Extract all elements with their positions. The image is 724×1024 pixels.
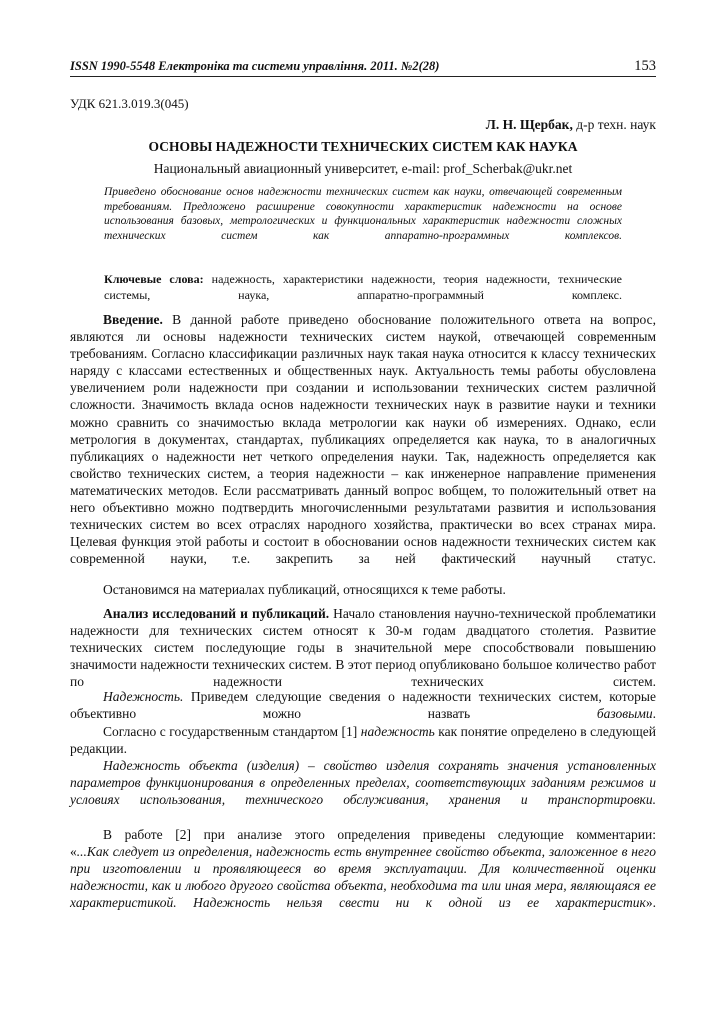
reliability-paragraph (70, 688, 656, 722)
gost-text-end: как понятие определено в следующей редакции. (70, 724, 657, 757)
intro-text: В данной работе приведено обоснование положительного ответа на вопрос, являются ли основы надежности технических систем наукой, отвечающей современным требованиям. Согласно классификации различных наук такая наука относится к классу технических наряду с классами естественных и общественных наук. Актуальность темы работы обусловлена увеличением роли надежности при создании и использовании технических систем различной сложности. Значимость вклада основ надежности технических наук в развитие науки и техники можно сравнить со значимостью вклада метрологии как науки об измерениях. Однако, если метрология в документах, стандартах, публикациях определяется как наука, то в аналогичных публикациях о надежности нет четкого определения науки. Так, надежность определяется как свойство технических систем, а теория надежности – как инженерное направление применения математических методов. Если рассматривать данный вопрос вобщем, то положительный ответ на него объективно можно подтвердить многочисленными результатами развития и использования технических систем во всех отраслях народного хозяйства, практически во всех странах мира. Целевая функция этой работы и состоит в обосновании основ надежности технических систем как современной науки, т.е. закрепить за ней фактический научный статус. (70, 312, 656, 567)
quote-paragraph (70, 843, 656, 911)
keywords (104, 272, 622, 303)
keywords-text: надежность, характеристики надежности, теория надежности, технические системы, наука, аппаратно-программный комплекс. (104, 272, 622, 302)
comment-intro: В работе [2] при анализе этого определения приведены следующие комментарии: (103, 827, 656, 842)
quote-open: « (70, 844, 77, 859)
running-header (70, 58, 656, 77)
quote-text: ...Как следует из определения, надежность есть внутреннее свойство объекта, заложенное в него при изготовлении и проявляющееся во время эксплуатации. Для количественной оценки надежности, как и любого другого свойства объекта, необходима та или иная мера, являющаяся ее характеристикой. Надежность нельзя свести ни к одной из ее характеристик (70, 844, 656, 911)
analysis-paragraph (70, 605, 656, 690)
abstract: Приведено обоснование основ надежности технических систем как науки, отвечающей современным требованиям. Предложено расширение совокупности характеристик надежности на основе использования базовых, метрологических и функциональных характеристик надежности сложных технических систем как аппаратно-программных комплексов. (104, 186, 622, 242)
udk-code: УДК 621.3.019.3(045) (70, 96, 189, 111)
gost-emph: надежность (360, 724, 435, 739)
reliability-emph: базовыми (596, 706, 653, 722)
paper-title: ОСНОВЫ НАДЕЖНОСТИ ТЕХНИЧЕСКИХ СИСТЕМ КАК НАУКА (148, 139, 578, 154)
reliability-text: Приведем следующие сведения о надежности технических систем, которые объективно можно назвать (70, 689, 656, 722)
reliability-text-end: . (652, 706, 656, 722)
reliability-term: Надежность. (103, 689, 184, 704)
analysis-text: Начало становления научно-технической проблематики надежности для технических систем относят к 30-м годам двадцатого столетия. Развитие технических систем последующие годы в значительной мере способствовали повышению значимости надежности технических систем. В этот период опубликовано большое количество работ по надежности технических систем. (70, 606, 657, 690)
stop-paragraph: Остановимся на материалах публикаций, относящихся к теме работы. (103, 582, 506, 597)
journal-title: ISSN 1990-5548 Електроніка та системи управління. 2011. №2(28) (70, 59, 440, 73)
author-degree: д-р техн. наук (572, 117, 656, 132)
analysis-heading: Анализ исследований и публикаций. (103, 606, 330, 621)
gost-text: Согласно с государственным стандартом [1] (103, 724, 361, 739)
author-line (486, 117, 656, 133)
definition-paragraph: Надежность объекта (изделия) – свойство изделия сохранять значения установленных параметров функционирования в определенных пределах, соответствующих заданиям режимов и условиях использования, технического обслуживания, хранения и транспортировки. (70, 758, 656, 808)
affiliation: Национальный авиационный университет, e-mail: prof_Scherbak@ukr.net (153, 161, 573, 176)
intro-heading: Введение. (103, 312, 163, 327)
quote-close: ». (645, 895, 656, 911)
gost-paragraph (70, 723, 656, 757)
intro-paragraph (70, 311, 656, 567)
keywords-label: Ключевые слова: (104, 272, 204, 286)
author-name: Л. Н. Щербак, (485, 117, 573, 132)
page-number: 153 (634, 58, 656, 74)
